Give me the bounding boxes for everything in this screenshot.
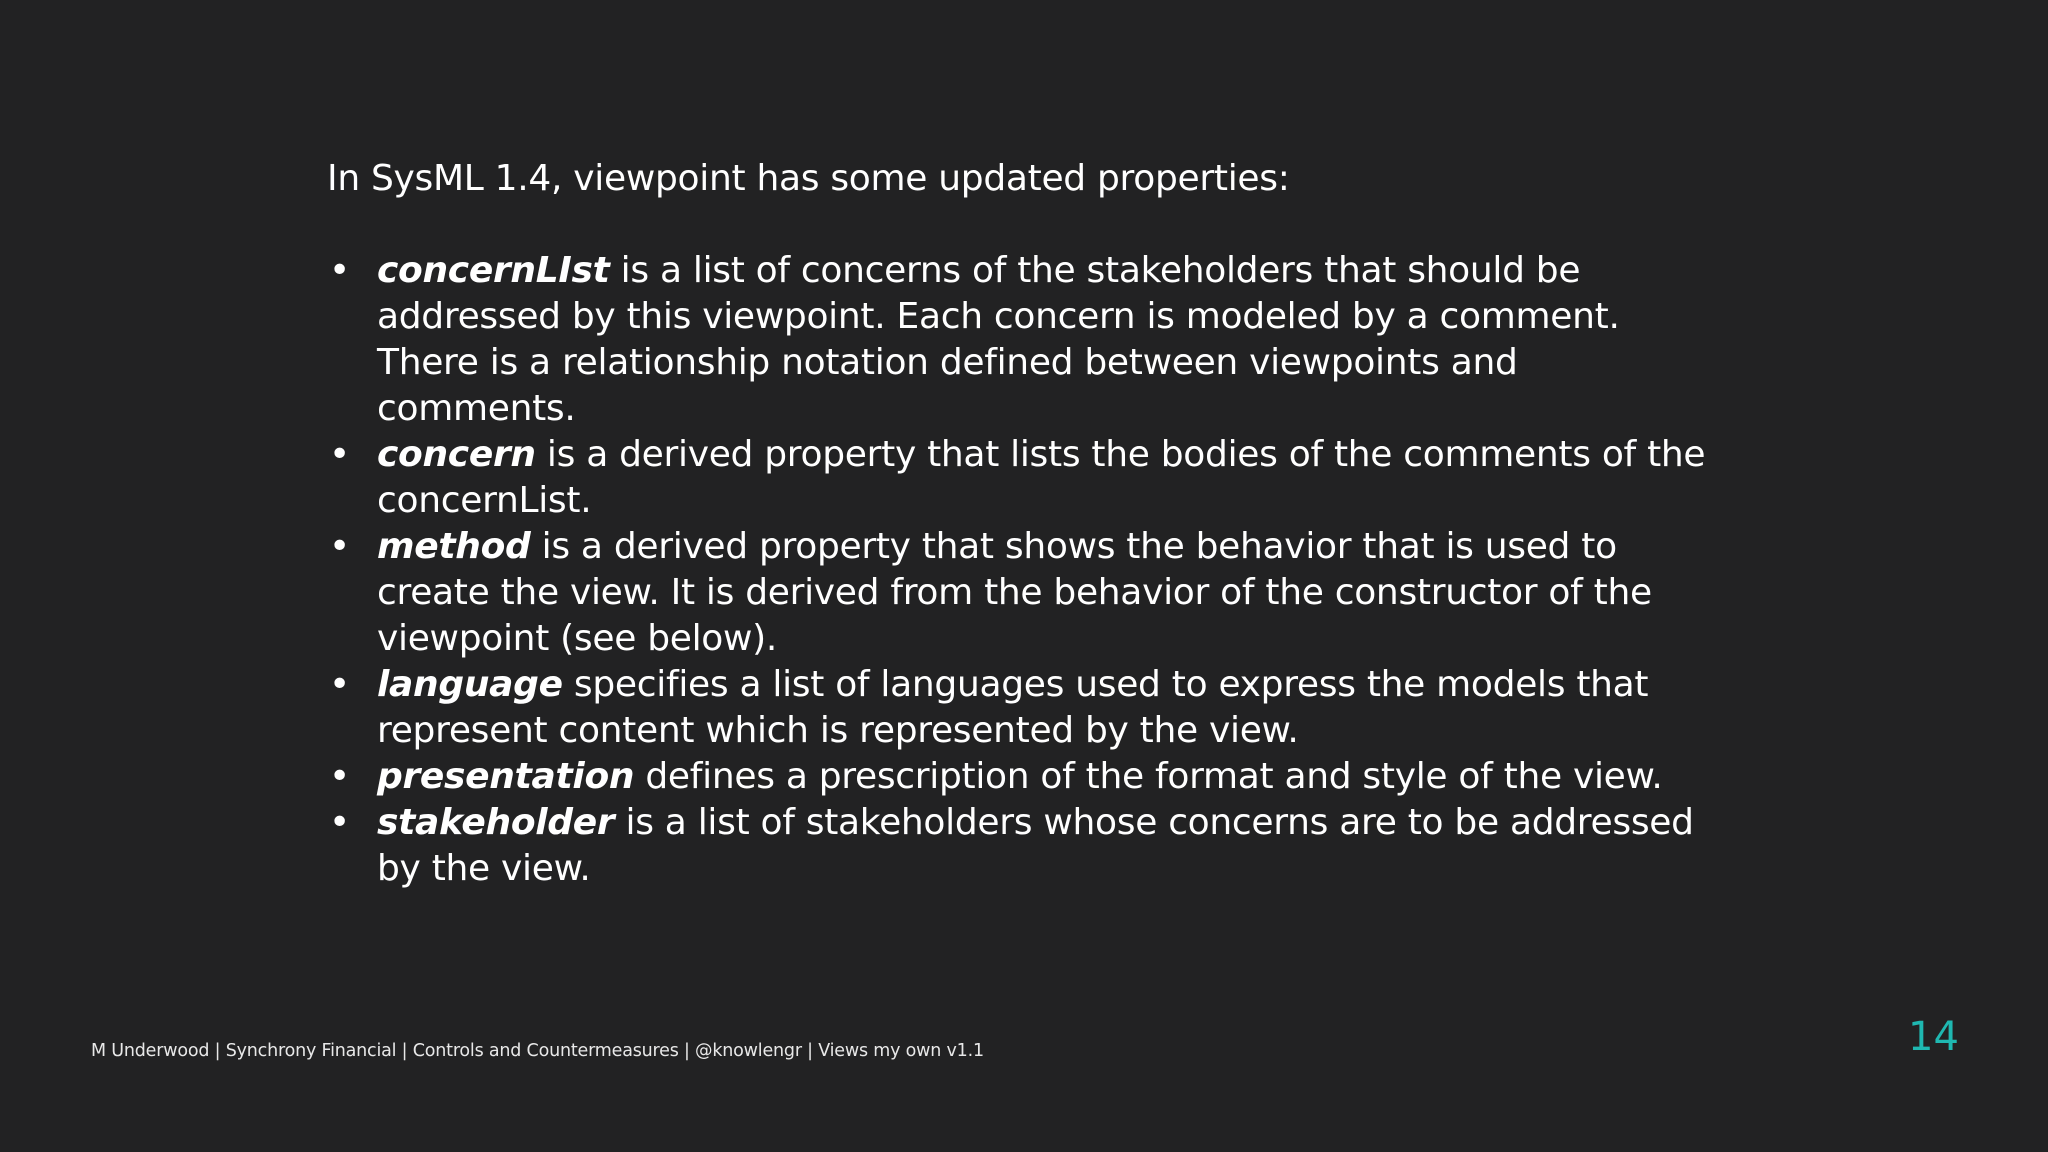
intro-text: In SysML 1.4, viewpoint has some updated properties: <box>327 158 1290 199</box>
description-method: is a derived property that shows the behavior that is used to create the view. It is derived from the behavior of the constructor of the viewpoint (see below). <box>377 526 1652 659</box>
description-stakeholder: is a list of stakeholders whose concerns are to be addressed by the view. <box>377 802 1694 889</box>
bullet-icon: • <box>329 250 350 291</box>
bullet-icon: • <box>329 526 350 567</box>
term-language: language <box>377 664 563 705</box>
term-concern: concern <box>377 434 536 475</box>
term-stakeholder: stakeholder <box>377 802 615 843</box>
page-number: 14 <box>1908 1014 1959 1060</box>
bullet-icon: • <box>329 664 350 705</box>
bullet-icon: • <box>329 802 350 843</box>
description-language: specifies a list of languages used to express the models that represent content which is represented by the view. <box>377 664 1649 751</box>
list-item-method <box>327 524 1727 662</box>
list-item-language <box>327 662 1727 754</box>
list-item-concern <box>327 432 1727 524</box>
description-concern: is a derived property that lists the bodies of the comments of the concernList. <box>377 434 1706 521</box>
list-item-presentation <box>327 754 1727 800</box>
slide-footer: M Underwood | Synchrony Financial | Controls and Countermeasures | @knowlengr | Views my own v1.1 <box>91 1041 984 1061</box>
description-concernlist: is a list of concerns of the stakeholders that should be addressed by this viewpoint. Each concern is modeled by a comment. There is a relationship notation defined between viewpoints and comments. <box>377 250 1620 429</box>
property-list <box>327 248 1727 892</box>
bullet-icon: • <box>329 756 350 797</box>
description-presentation: defines a prescription of the format and style of the view. <box>634 756 1663 797</box>
list-item-stakeholder <box>327 800 1727 892</box>
term-concernlist: concernLIst <box>377 250 610 291</box>
term-presentation: presentation <box>377 756 635 797</box>
term-method: method <box>377 526 531 567</box>
slide-content <box>327 156 1727 892</box>
bullet-icon: • <box>329 434 350 475</box>
list-item-concernlist <box>327 248 1727 432</box>
